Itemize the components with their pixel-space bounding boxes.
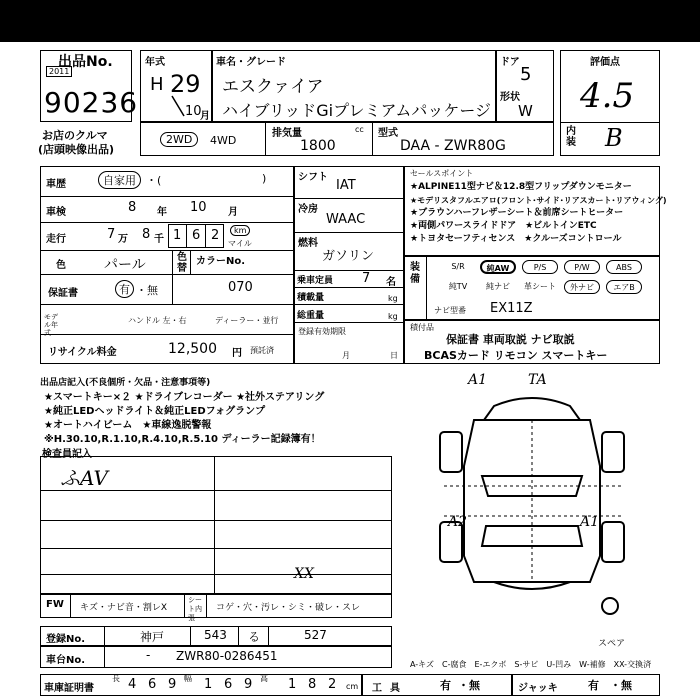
mileage-d3: 1 bbox=[173, 228, 182, 243]
shape-label: 形状 bbox=[500, 92, 520, 103]
registration-label: 登録No. bbox=[46, 634, 86, 645]
notes-line-1: ★スマートキー×２ ★ドライブレコーダー ★社外ステアリング bbox=[44, 392, 325, 403]
cond-div3 bbox=[206, 594, 207, 618]
diagram-mark-left: A2 bbox=[448, 514, 468, 530]
year-month-unit: 月 bbox=[200, 111, 210, 122]
sales-point-1: ★ALPINE11型ナビ＆12.8型フリップダウンモニター bbox=[410, 182, 632, 192]
equip-leather: 革シート bbox=[524, 282, 556, 291]
total-weight-label: 総重量 bbox=[297, 311, 325, 321]
car-grade: ハイブリッドGiプレミアムパッケージ bbox=[222, 101, 492, 120]
diagram-mark-front-right: TA bbox=[528, 372, 547, 388]
color-code: 070 bbox=[228, 280, 253, 295]
car-name-label: 車名・グレード bbox=[216, 57, 286, 68]
chassis-value: ZWR80-0286451 bbox=[176, 649, 278, 663]
history-dot: ・( bbox=[146, 174, 162, 187]
reg-div3 bbox=[238, 626, 239, 646]
spec-divider2 bbox=[372, 122, 373, 156]
cert-height-d1: 1 bbox=[288, 677, 297, 692]
equip-airbag: エアB bbox=[606, 280, 642, 294]
score-value: 4.5 bbox=[580, 76, 635, 116]
mileage-u1: 万 bbox=[118, 234, 128, 245]
equip-extnavi: 外ナビ bbox=[564, 280, 600, 294]
diagram-mark-right: A1 bbox=[580, 514, 600, 530]
drive-2wd: 2WD bbox=[160, 132, 198, 147]
condition-items: キズ・ナビ音・割レX bbox=[80, 603, 167, 613]
recycle-unit: 円 bbox=[232, 348, 242, 359]
lot-year-stamp: 2011 bbox=[46, 66, 72, 77]
shift-value: IAT bbox=[336, 178, 356, 193]
cond-div1 bbox=[70, 594, 71, 618]
irow4 bbox=[40, 574, 392, 575]
score-label: 評価点 bbox=[590, 57, 620, 68]
history-value: 自家用 bbox=[98, 171, 141, 189]
cond-div2 bbox=[184, 594, 185, 618]
shop-line2: (店頭映像出品) bbox=[38, 143, 115, 156]
tools-yes: 有 bbox=[440, 679, 451, 692]
mileage-label: 走行 bbox=[46, 234, 66, 245]
mileage-u2: 千 bbox=[154, 234, 164, 245]
equip-ps: P/S bbox=[522, 260, 558, 274]
tools-no: ・無 bbox=[458, 679, 480, 692]
load-unit: kg bbox=[388, 294, 398, 303]
spec-divider1 bbox=[265, 122, 266, 156]
registration-number: 527 bbox=[304, 628, 327, 642]
cert-height-d3: 2 bbox=[328, 677, 337, 692]
header-line1: 車両引取先:「兵庫県」 車両に関するお問合せ:JU岐阜 058-398-5102 bbox=[95, 4, 605, 22]
interior-value: B bbox=[605, 124, 623, 152]
score-divider bbox=[560, 122, 660, 123]
jack-label: ジャッキ bbox=[518, 683, 558, 694]
total-weight-unit: kg bbox=[388, 312, 398, 321]
equip-sr: S/R bbox=[451, 262, 465, 271]
cert-unit-height: 高 bbox=[260, 674, 268, 683]
reg-div1 bbox=[104, 626, 105, 646]
history-label: 車歴 bbox=[46, 179, 66, 190]
warranty-yes: 有 bbox=[115, 280, 134, 298]
spare-label: スペア bbox=[598, 639, 626, 649]
jack-yes: 有 bbox=[588, 679, 599, 692]
mileage-unit-mile: マイル bbox=[228, 239, 252, 248]
navi-value: EX11Z bbox=[490, 301, 533, 316]
notes-line-3: ★オートハイビーム ★車線逸脱警報 bbox=[44, 420, 212, 431]
eqdiv bbox=[426, 256, 427, 320]
irow3 bbox=[40, 548, 392, 549]
registration-expiry-label: 登録有効期限 bbox=[298, 327, 346, 336]
inspection-label: 車検 bbox=[46, 207, 66, 218]
cert-width-d3: 9 bbox=[244, 677, 253, 692]
lrow3 bbox=[40, 250, 294, 251]
jack-no: ・無 bbox=[610, 679, 632, 692]
doors-label: ドア bbox=[500, 57, 520, 68]
mileage-d2: 8 bbox=[142, 227, 151, 242]
capacity-value: 7 bbox=[362, 271, 371, 286]
mrow6 bbox=[294, 322, 404, 323]
inspector-handwriting: ふAV bbox=[60, 466, 108, 490]
model-year-label: モデル年式 bbox=[44, 313, 58, 337]
equip-abs: ABS bbox=[606, 260, 642, 274]
accessories-value: 保証書 車両取説 ナビ取説 bbox=[446, 333, 575, 346]
car-name: エスクァイア bbox=[222, 77, 324, 97]
load-label: 積載量 bbox=[297, 293, 325, 303]
model-year-dealer: ディーラー・並行 bbox=[215, 316, 279, 325]
mileage-d1: 7 bbox=[107, 227, 116, 242]
mdiv2 bbox=[205, 224, 206, 248]
reg-div4 bbox=[268, 626, 269, 646]
model-label: 型式 bbox=[378, 128, 398, 139]
mdiv1 bbox=[186, 224, 187, 248]
equip-tv: 純TV bbox=[448, 282, 468, 291]
sales-point-3: ★ブラウンハーフレザーシート＆前席シートヒーター bbox=[410, 208, 624, 218]
recycle-label: リサイクル料金 bbox=[48, 347, 117, 358]
icol bbox=[214, 456, 215, 594]
drive-4wd: 4WD bbox=[210, 134, 237, 147]
cert-unit-width: 幅 bbox=[184, 674, 192, 683]
chassis-prefix: - bbox=[146, 648, 151, 662]
lrow5 bbox=[40, 304, 294, 305]
accessories-value2: BCASカード リモコン スマートキー bbox=[424, 349, 608, 362]
fuel-value: ガソリン bbox=[322, 249, 375, 264]
equipment-label: 装備 bbox=[410, 262, 420, 285]
lrow6 bbox=[40, 334, 294, 335]
shape-value: W bbox=[518, 102, 533, 120]
capacity-label: 乗車定員 bbox=[297, 276, 334, 286]
capacity-unit: 名 bbox=[386, 277, 396, 288]
sales-points-label: セールスポイント bbox=[410, 169, 474, 178]
diagram-bottom-mark: XX bbox=[294, 566, 314, 582]
cert-width-d2: 6 bbox=[224, 677, 233, 692]
aircon-value: WAAC bbox=[326, 212, 366, 227]
lrow2 bbox=[40, 222, 294, 223]
condition-label: FW bbox=[46, 599, 64, 610]
seat-items: コゲ・穴・汚レ・シミ・破レ・スレ bbox=[216, 603, 361, 613]
lot-number: 90236 bbox=[44, 86, 139, 119]
model-value: DAA - ZWR80G bbox=[400, 138, 506, 154]
recycle-value: 12,500 bbox=[168, 341, 217, 357]
equip-pw: P/W bbox=[564, 260, 600, 274]
warranty-label: 保証書 bbox=[48, 288, 78, 299]
equip-aw: 純AW bbox=[480, 260, 516, 274]
inspection-year-unit: 年 bbox=[157, 207, 167, 218]
displacement-unit: cc bbox=[355, 125, 364, 134]
mileage-unit-km: km bbox=[230, 225, 250, 236]
inspection-year: 8 bbox=[128, 200, 137, 215]
registration-kana: る bbox=[248, 630, 261, 644]
seat-label: シート内張 bbox=[188, 596, 202, 622]
recycle-note: 預託済 bbox=[250, 346, 274, 355]
chassis-div bbox=[104, 646, 105, 668]
shift-label: シフト bbox=[298, 172, 328, 183]
mrow1 bbox=[294, 198, 404, 199]
mileage-d5: 2 bbox=[211, 228, 220, 243]
car-diagram bbox=[404, 376, 660, 616]
cert-length-d1: 4 bbox=[128, 677, 137, 692]
sales-point-2: ★モデリスタフルエアロ(フロント･サイド･リアスカート･リアウィング) bbox=[410, 196, 667, 205]
year-era: H bbox=[150, 74, 164, 95]
year-month: 10 bbox=[185, 104, 202, 119]
sales-point-4: ★両側パワースライドドア ★ビルトインETC bbox=[410, 221, 597, 231]
cert-length-d3: 9 bbox=[168, 677, 177, 692]
inspection-month-unit: 月 bbox=[228, 207, 238, 218]
registration-expiry-month: 月 bbox=[342, 351, 350, 360]
irow2 bbox=[40, 520, 392, 521]
notes-label: 出品店記入(不良個所・欠品・注意事項等) bbox=[40, 378, 211, 388]
cert-height-d2: 8 bbox=[308, 677, 317, 692]
color-code-label: カラーNo. bbox=[196, 256, 246, 267]
warranty-no: ・無 bbox=[136, 284, 158, 297]
doors-value: 5 bbox=[520, 64, 532, 85]
reg-div2 bbox=[190, 626, 191, 646]
cert-label: 車庫証明書 bbox=[44, 683, 94, 694]
year-label: 年式 bbox=[145, 57, 165, 68]
color-value: パール bbox=[104, 257, 146, 273]
notes-line-4: ※H.30.10,R.1.10,R.4.10,R.5.10 ディーラー記録簿有！ bbox=[44, 434, 321, 445]
registration-expiry-day: 日 bbox=[390, 351, 398, 360]
shop-line1: お店のクルマ bbox=[42, 129, 108, 142]
chassis-label: 車台No. bbox=[46, 655, 86, 666]
mrow3 bbox=[294, 270, 404, 271]
navi-label: ナビ型番 bbox=[434, 306, 466, 315]
mrow4 bbox=[294, 287, 404, 288]
equip-navi: 純ナビ bbox=[486, 282, 510, 291]
cert-width-d1: 1 bbox=[204, 677, 213, 692]
legend: A-キズ C-腐食 E-エクボ S-サビ U-凹み W-補修 XX-交換済 bbox=[410, 660, 652, 669]
notes-line-2: ★純正LEDヘッドライト＆純正LEDフォグランプ bbox=[44, 406, 266, 417]
mileage-d4: 6 bbox=[192, 228, 201, 243]
mrow5 bbox=[294, 304, 404, 305]
cert-unit-length: 長 bbox=[112, 674, 120, 683]
model-year-handle: ハンドル 左・右 bbox=[128, 316, 187, 325]
inspection-month: 10 bbox=[190, 200, 207, 215]
aircon-label: 冷房 bbox=[298, 204, 318, 215]
cert-length-d2: 6 bbox=[148, 677, 157, 692]
accessories-label: 積付品 bbox=[410, 323, 434, 332]
header-line2: 陸送問合せ:US物流 058-397-1066 AS･iAucは落札日の7日後以降にJU岐阜会場から搬出 bbox=[120, 26, 580, 39]
cdiv2 bbox=[190, 250, 191, 274]
mrow2 bbox=[294, 232, 404, 233]
year-value: 29 bbox=[170, 70, 201, 98]
interior-label: 内装 bbox=[566, 126, 576, 148]
sales-point-5: ★トヨタセーフティセンス ★クルーズコントロール bbox=[410, 234, 622, 244]
inspector-label: 検査員記入 bbox=[42, 449, 92, 460]
diagram-mark-front-left: A1 bbox=[468, 372, 488, 388]
cert-cm: cm bbox=[346, 682, 359, 691]
fuel-label: 燃料 bbox=[298, 238, 318, 249]
registration-area: 神戸 bbox=[140, 630, 165, 644]
color-label: 色 bbox=[56, 260, 66, 271]
displacement-label: 排気量 bbox=[272, 128, 302, 139]
lot-label: 出品No. bbox=[58, 54, 113, 70]
color-change-label: 色替 bbox=[177, 252, 187, 274]
lrow4 bbox=[40, 274, 294, 275]
cdiv1 bbox=[172, 250, 173, 304]
lrow1 bbox=[40, 196, 294, 197]
registration-class: 543 bbox=[204, 628, 227, 642]
tools-label: 工具 bbox=[372, 683, 408, 694]
displacement-value: 1800 bbox=[300, 138, 336, 154]
history-close: ) bbox=[262, 172, 267, 185]
